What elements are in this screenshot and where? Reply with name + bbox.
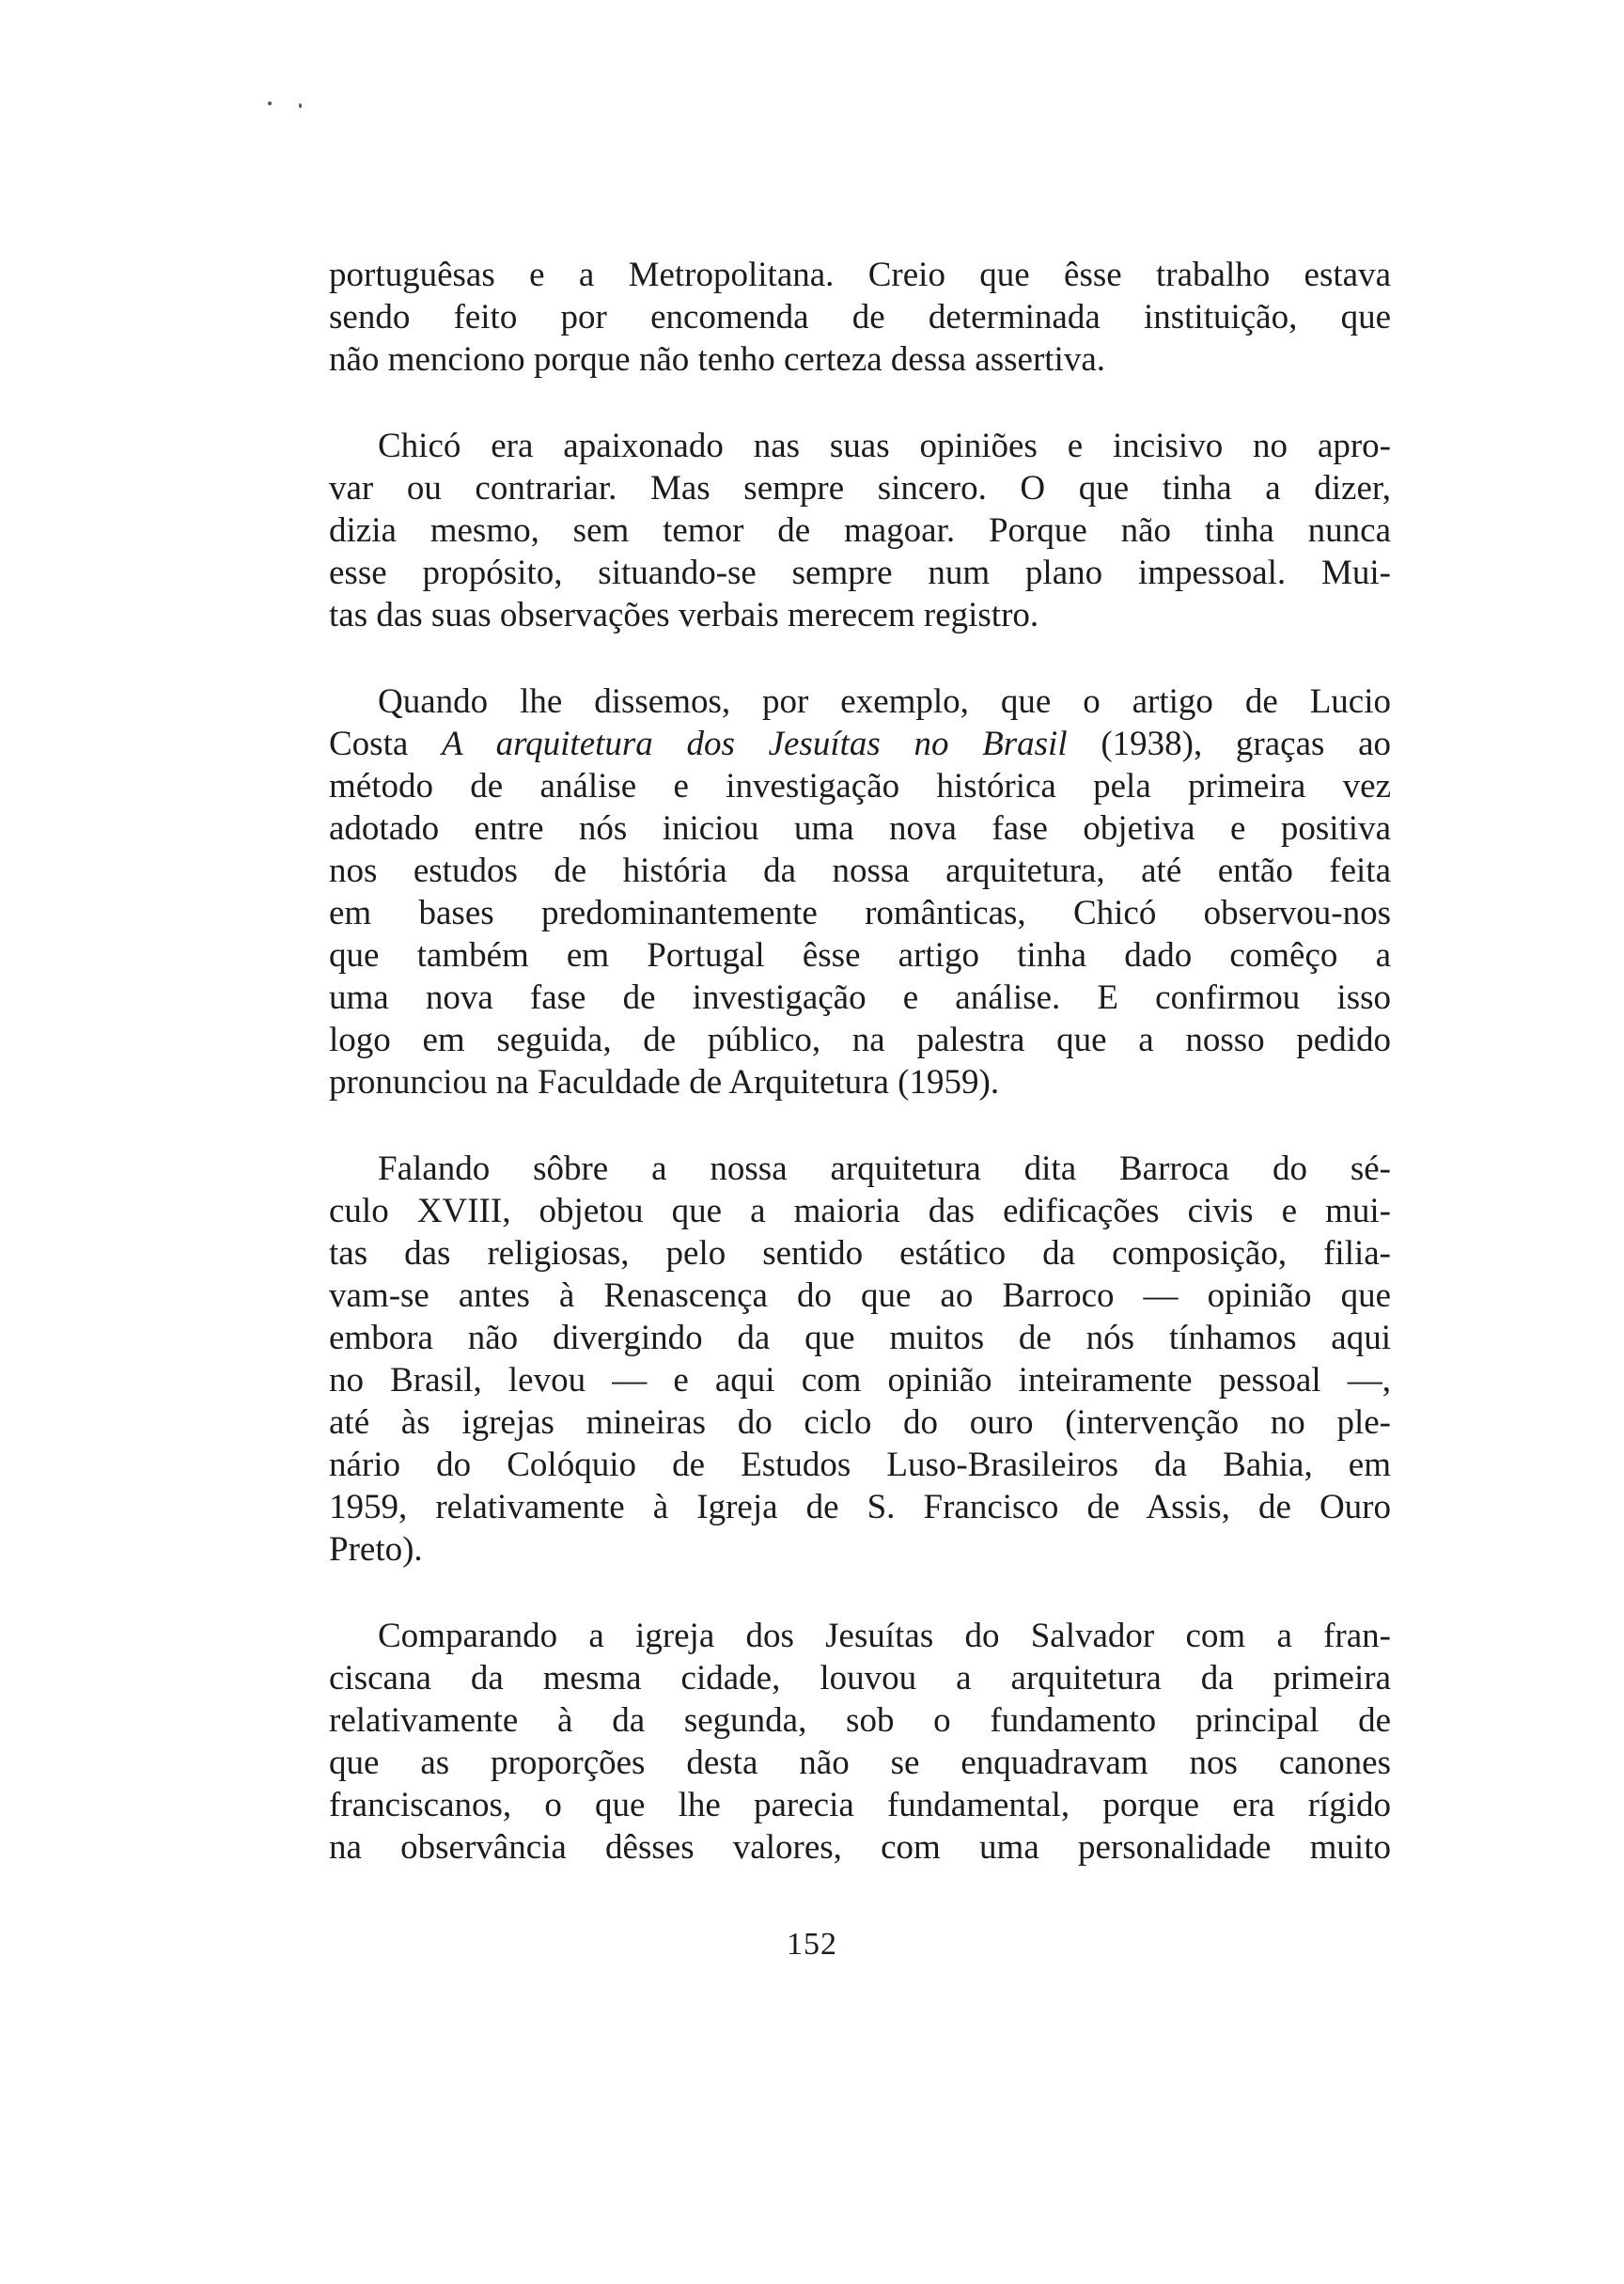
paragraph-jesuitas-salvador — [329, 1615, 1391, 1869]
text-line: ciscana da mesma cidade, louvou a arquitetura da primeira — [329, 1659, 1391, 1697]
scan-speck — [299, 103, 302, 108]
text-line: vam-se antes à Renascença do que ao Barroco — opinião que — [329, 1276, 1391, 1315]
text-line: Comparando a igreja dos Jesuítas do Salvador com a fran- — [378, 1617, 1391, 1655]
text-segment: Costa — [329, 725, 442, 763]
text-line: Chicó era apaixonado nas suas opiniões e incisivo no apro- — [378, 427, 1391, 465]
text-line: que as proporções desta não se enquadravam nos canones — [329, 1744, 1391, 1782]
paragraph-barroco — [329, 1148, 1391, 1571]
paragraph-lucio-costa — [329, 681, 1391, 1103]
text-line: método de análise e investigação histórica pela primeira vez — [329, 767, 1391, 806]
paragraph-continuation — [329, 254, 1391, 381]
text-line-with-title — [329, 723, 1391, 765]
text-line: uma nova fase de investigação e análise. E confirmou isso — [329, 978, 1391, 1017]
text-line: portuguêsas e a Metropolitana. Creio que êsse trabalho estava — [329, 256, 1391, 294]
text-line: tas das religiosas, pelo sentido estático da composição, filia- — [329, 1234, 1391, 1273]
text-line: que também em Portugal êsse artigo tinha dado comêço a — [329, 936, 1391, 975]
text-line: logo em seguida, de público, na palestra que a nosso pedido — [329, 1021, 1391, 1059]
text-line: adotado entre nós iniciou uma nova fase objetiva e positiva — [329, 809, 1391, 848]
paragraph-chico-opinions — [329, 425, 1391, 636]
text-line: na observância dêsses valores, com uma personalidade muito — [329, 1828, 1391, 1867]
text-line: Falando sôbre a nossa arquitetura dita Barroca do sé- — [378, 1150, 1391, 1188]
text-line: embora não divergindo da que muitos de nós tínhamos aqui — [329, 1319, 1391, 1357]
text-line: nário do Colóquio de Estudos Luso-Brasileiros da Bahia, em — [329, 1446, 1391, 1484]
article-title: A arquitetura dos Jesuítas no Brasil — [441, 725, 1068, 763]
text-line: relativamente à da segunda, sob o fundamento principal de — [329, 1701, 1391, 1740]
text-line: franciscanos, o que lhe parecia fundamental, porque era rígido — [329, 1786, 1391, 1824]
scan-speck — [268, 102, 272, 105]
text-line: 1959, relativamente à Igreja de S. Francisco de Assis, de Ouro — [329, 1488, 1391, 1526]
text-line: Preto). — [329, 1530, 423, 1569]
text-line: esse propósito, situando-se sempre num plano impessoal. Mui- — [329, 554, 1391, 592]
text-line: não menciono porque não tenho certeza dessa assertiva. — [329, 340, 1105, 379]
text-line: Quando lhe dissemos, por exemplo, que o artigo de Lucio — [378, 682, 1391, 721]
text-line: até às igrejas mineiras do ciclo do ouro (intervenção no ple- — [329, 1403, 1391, 1442]
body-text — [329, 254, 1391, 1869]
text-line: dizia mesmo, sem temor de magoar. Porque não tinha nunca — [329, 511, 1391, 550]
text-line: em bases predominantemente românticas, Chicó observou-nos — [329, 894, 1391, 932]
text-segment: (1938), graças ao — [1067, 725, 1392, 763]
text-line: culo XVIII, objetou que a maioria das edificações civis e mui- — [329, 1192, 1391, 1230]
text-line: nos estudos de história da nossa arquitetura, até então feita — [329, 852, 1391, 890]
page-number: 152 — [787, 1927, 837, 1962]
text-line: pronunciou na Faculdade de Arquitetura (1959). — [329, 1063, 1000, 1102]
text-line: tas das suas observações verbais merecem registro. — [329, 596, 1039, 634]
text-line: var ou contrariar. Mas sempre sincero. O que tinha a dizer, — [329, 469, 1391, 508]
text-line: sendo feito por encomenda de determinada instituição, que — [329, 298, 1391, 336]
text-line: no Brasil, levou — e aqui com opinião inteiramente pessoal —, — [329, 1361, 1391, 1400]
